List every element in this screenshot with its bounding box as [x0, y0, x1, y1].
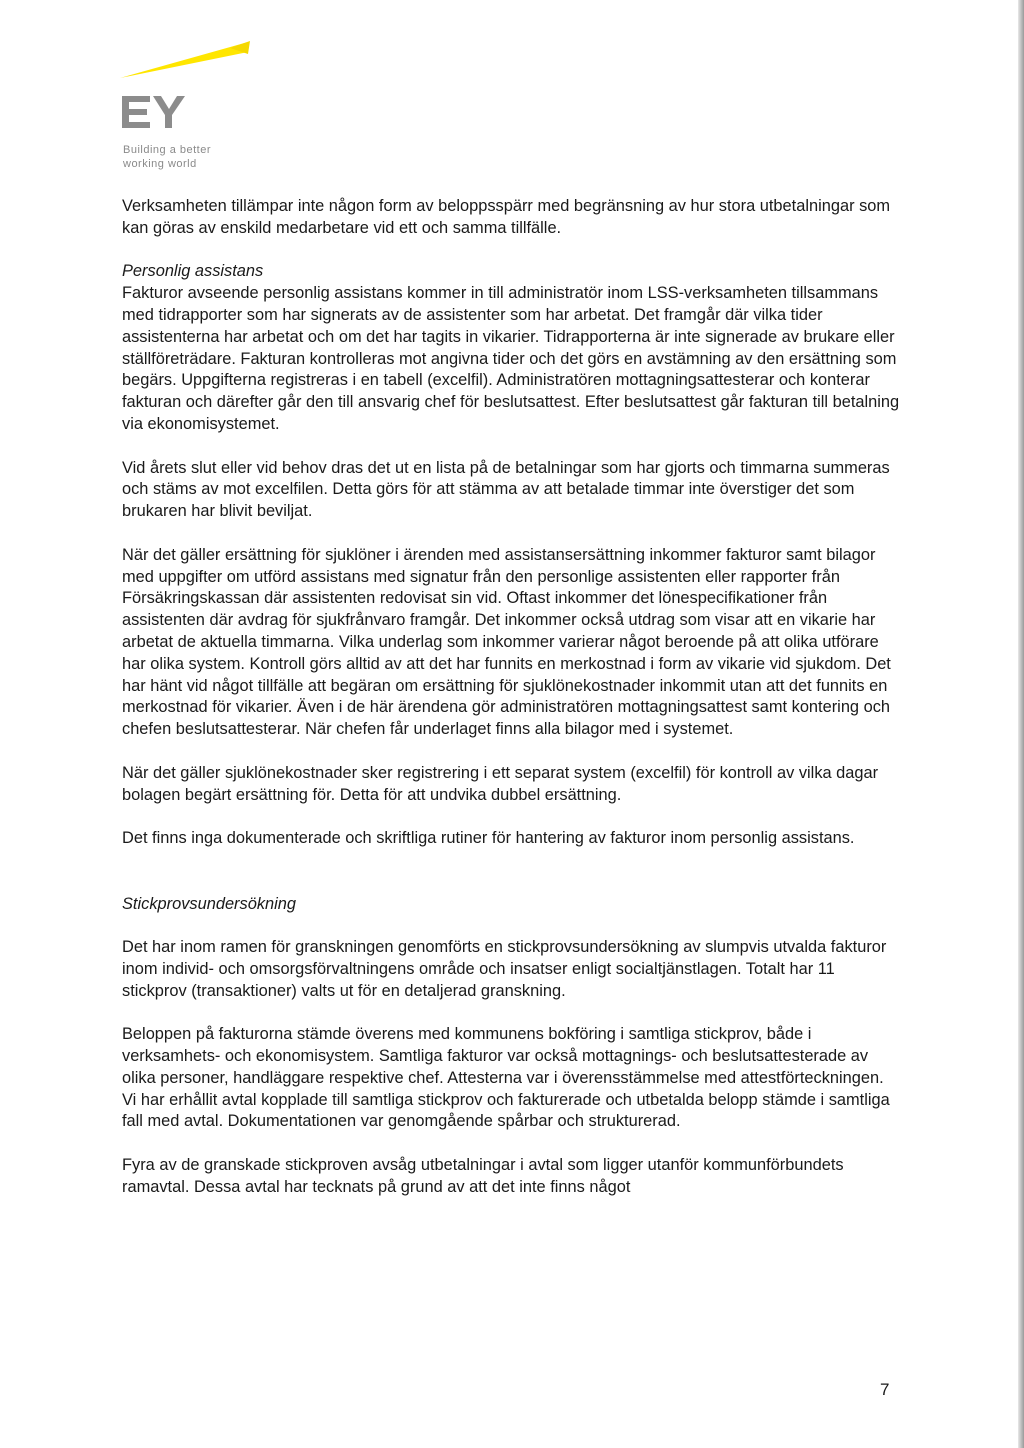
page-edge-shadow: [1018, 0, 1024, 1448]
paragraph-sjuklonekostnader: När det gäller sjuklönekostnader sker registrering i ett separat system (excelfil) för kontroll av vilka dagar bolagen begärt ersättning för. Detta för att undvika dubbel ersättning.: [122, 763, 879, 804]
paragraph-beloppsspärr: Verksamheten tillämpar inte någon form av beloppsspärr med begränsning av hur stora utbetalningar som kan göras av enskild medarbetare vid ett och samma tillfälle.: [122, 197, 891, 237]
page-number: 7: [880, 1380, 890, 1399]
section-heading: Personlig assistans: [122, 262, 264, 281]
paragraph-fyra-av: Fyra av de granskade stickproven avsåg utbetalningar i avtal som ligger utanför kommunförbundets ramavtal. Dessa avtal har tecknats på grund av att det inte finns något: [122, 1156, 844, 1196]
tagline-line-2: working world: [123, 158, 197, 170]
paragraph-beloppen: Beloppen på fakturorna stämde överens med kommunens bokföring i samtliga stickprov, både i verksamhets- och ekonomisystem. Samtliga fakturor var också mottagnings- och beslutsattesterade av olika personer, handläggare respektive chef. Attesterna var i överensstämmelse med attestförteckningen. Vi har erhållit avtal kopplade till samtliga stickprov och fakturerade och utbetalda belopp stämde i samtliga fall med avtal. Dokumentationen var genomgående spårbar och strukturerad.: [122, 1025, 890, 1131]
paragraph-rutiner: Det finns inga dokumenterade och skriftliga rutiner för hantering av fakturor inom personlig assistans.: [122, 829, 855, 848]
paragraph-arets-slut: Vid årets slut eller vid behov dras det ut en lista på de betalningar som har gjorts och timmarna summeras och stäms av mot excelfilen. Detta görs för att stämma av att betalade timmar inte överstiger det som brukaren har blivit beviljat.: [122, 458, 890, 521]
paragraph-stickprov: Det har inom ramen för granskningen genomförts en stickprovsundersökning av slumpvis utvalda fakturor inom individ- och omsorgsförvaltningens område och insatser enligt socialtjänstlagen. Totalt har 11 stickprov (transaktioner) valts ut för en detaljerad granskning.: [122, 938, 887, 1000]
logo-beam-icon: [120, 42, 248, 78]
section-personlig-assistans: [122, 261, 902, 435]
section-heading-stickprov: Stickprovsundersökning: [122, 894, 297, 913]
document-body: [122, 196, 902, 1220]
logo-tagline: [123, 143, 211, 171]
tagline-line-1: Building a better: [123, 144, 211, 156]
paragraph-sjukloner: När det gäller ersättning för sjuklöner i ärenden med assistansersättning inkommer fakturor samt bilagor med uppgifter om utförd assistans med signatur från den personlige assistenten eller rapporter från Försäkringskassan där assistenten redovisat sin vid. Oftast inkommer det lönespecifikationer från assistenten där avdrag för sjukfrånvaro framgår. Det inkommer också utdrag som visar att en vikarie har arbetat de aktuella timmarna. Vilka underlag som inkommer varierar något beroende på att olika utförare har olika system. Kontroll görs alltid av att det har funnits en merkostnad i form av vikarie vid sjukdom. Det har hänt vid något tillfälle att begäran om ersättning för sjuklönekostnader inkommit utan att det funnits en merkostnad för vikarier. Även i de här ärendena gör administratören mottagningsattest samt kontering och chefen beslutsattesterar. När chefen får underlaget finns alla bilagor med i systemet.: [122, 545, 891, 739]
paragraph-fakturor: Fakturor avseende personlig assistans kommer in till administratör inom LSS-verksamheten tillsammans med tidrapporter som har signerats av de assistenter som har arbetat. Det framgår där vilka tider assistenterna har arbetat och om det har tagits in vikarier. Tidrapporterna är inte signerade av brukare eller ställföreträdare. Fakturan kontrolleras mot angivna tider och det görs en avstämning av den ersättning som begärs. Uppgifterna registreras i en tabell (excelfil). Administratören mottagningsattesterar och konterar fakturan och därefter går den till ansvarig chef för beslutsattest. Efter beslutsattest går fakturan till betalning via ekonomisystemet.: [122, 284, 900, 433]
